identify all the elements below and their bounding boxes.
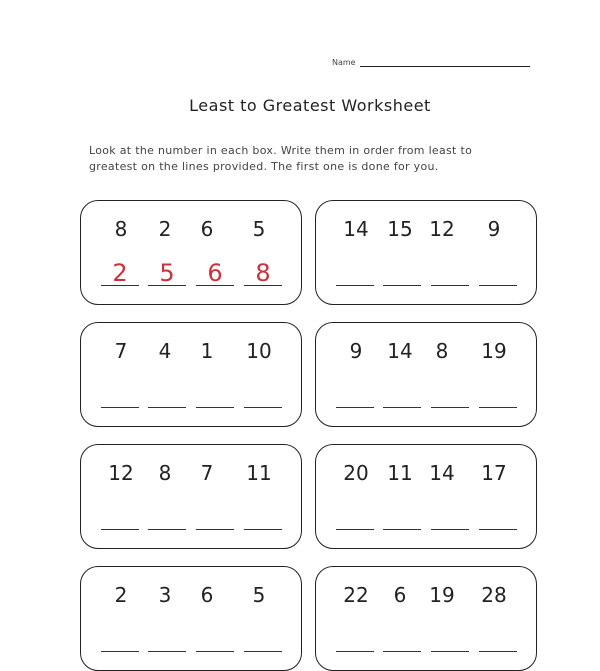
answer-line[interactable] xyxy=(101,651,139,652)
name-label: Name xyxy=(332,58,356,67)
problem-box xyxy=(315,566,537,671)
name-field xyxy=(332,56,530,67)
answer-line[interactable] xyxy=(479,285,517,286)
given-number: 2 xyxy=(158,217,172,241)
given-number: 9 xyxy=(349,339,363,363)
problem-box xyxy=(80,200,302,305)
answer-line[interactable] xyxy=(148,651,186,652)
given-number: 12 xyxy=(429,217,455,241)
example-answer: 8 xyxy=(255,259,271,287)
problem-box xyxy=(315,322,537,427)
answer-line[interactable] xyxy=(196,651,234,652)
answer-line[interactable] xyxy=(196,407,234,408)
answer-line[interactable] xyxy=(431,529,469,530)
instructions: Look at the number in each box. Write them in order from least to greatest on the lines provided. The first one is done for you. xyxy=(89,144,473,173)
answer-line[interactable] xyxy=(383,285,421,286)
example-answer: 6 xyxy=(207,259,223,287)
given-number: 8 xyxy=(114,217,128,241)
answer-line[interactable] xyxy=(336,529,374,530)
given-number: 3 xyxy=(158,583,172,607)
answer-line[interactable] xyxy=(479,651,517,652)
problem-box xyxy=(80,322,302,427)
given-number: 15 xyxy=(387,217,413,241)
answer-line[interactable] xyxy=(244,651,282,652)
answer-line[interactable] xyxy=(431,651,469,652)
given-number: 8 xyxy=(158,461,172,485)
given-number: 14 xyxy=(343,217,369,241)
given-number: 6 xyxy=(200,583,214,607)
page-title: Least to Greatest Worksheet xyxy=(189,96,431,115)
given-number: 20 xyxy=(343,461,369,485)
given-number: 5 xyxy=(252,217,266,241)
given-number: 11 xyxy=(246,461,272,485)
answer-line[interactable] xyxy=(336,407,374,408)
answer-line[interactable] xyxy=(244,407,282,408)
given-number: 12 xyxy=(108,461,134,485)
given-number: 9 xyxy=(487,217,501,241)
problem-box xyxy=(80,566,302,671)
answer-line[interactable] xyxy=(383,529,421,530)
given-number: 7 xyxy=(114,339,128,363)
example-answer: 2 xyxy=(112,259,128,287)
given-number: 4 xyxy=(158,339,172,363)
answer-line[interactable] xyxy=(148,529,186,530)
answer-line[interactable] xyxy=(244,529,282,530)
given-number: 7 xyxy=(200,461,214,485)
given-number: 6 xyxy=(200,217,214,241)
given-number: 14 xyxy=(429,461,455,485)
answer-line[interactable] xyxy=(479,407,517,408)
given-number: 2 xyxy=(114,583,128,607)
answer-line[interactable] xyxy=(196,529,234,530)
problem-box xyxy=(80,444,302,549)
problem-box xyxy=(315,200,537,305)
given-number: 8 xyxy=(435,339,449,363)
given-number: 19 xyxy=(429,583,455,607)
given-number: 22 xyxy=(343,583,369,607)
given-number: 1 xyxy=(200,339,214,363)
answer-line[interactable] xyxy=(101,529,139,530)
answer-line[interactable] xyxy=(101,407,139,408)
given-number: 14 xyxy=(387,339,413,363)
given-number: 6 xyxy=(393,583,407,607)
answer-line[interactable] xyxy=(383,651,421,652)
given-number: 5 xyxy=(252,583,266,607)
answer-line[interactable] xyxy=(431,285,469,286)
given-number: 17 xyxy=(481,461,507,485)
answer-line[interactable] xyxy=(336,285,374,286)
answer-line[interactable] xyxy=(336,651,374,652)
given-number: 28 xyxy=(481,583,507,607)
given-number: 10 xyxy=(246,339,272,363)
answer-line[interactable] xyxy=(479,529,517,530)
given-number: 19 xyxy=(481,339,507,363)
given-number: 11 xyxy=(387,461,413,485)
answer-line[interactable] xyxy=(148,407,186,408)
answer-line[interactable] xyxy=(431,407,469,408)
answer-line[interactable] xyxy=(383,407,421,408)
problem-box xyxy=(315,444,537,549)
name-line[interactable] xyxy=(360,56,530,67)
example-answer: 5 xyxy=(159,259,175,287)
